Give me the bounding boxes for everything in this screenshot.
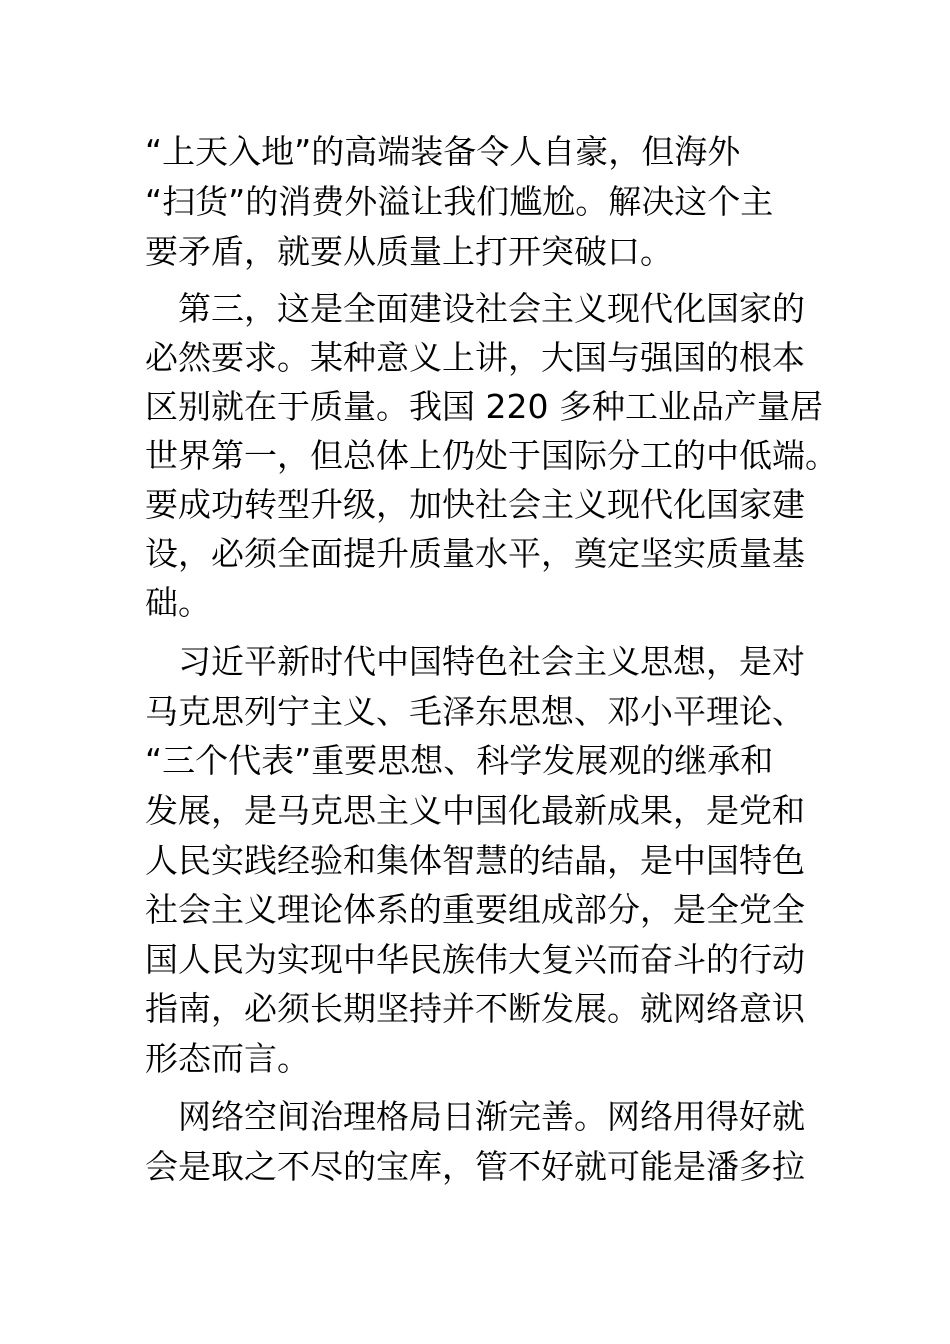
- text-line: 要成功转型升级，加快社会主义现代化国家建: [145, 485, 805, 524]
- text-line: 人民实践经验和集体智慧的结晶，是中国特色: [145, 841, 805, 880]
- text-line: 指南，必须长期坚持并不断发展。就网络意识: [145, 989, 805, 1028]
- text-line: 区别就在于质量。我国 220 多种工业品产量居: [145, 387, 823, 426]
- text-line: “三个代表”重要思想、科学发展观的继承和: [145, 741, 774, 780]
- text-line: “上天入地”的高端装备令人自豪，但海外: [145, 132, 741, 171]
- text-line: 形态而言。: [145, 1039, 310, 1078]
- text-line: 必然要求。某种意义上讲，大国与强国的根本: [145, 338, 805, 377]
- text-line: 础。: [145, 583, 211, 622]
- text-line: 世界第一，但总体上仍处于国际分工的中低端。: [145, 436, 838, 475]
- text-line: 第三，这是全面建设社会主义现代化国家的: [178, 289, 805, 328]
- text-line: 马克思列宁主义、毛泽东思想、邓小平理论、: [145, 692, 805, 731]
- text-line: 社会主义理论体系的重要组成部分，是全党全: [145, 890, 805, 929]
- text-line: 网络空间治理格局日渐完善。网络用得好就: [178, 1097, 805, 1136]
- text-line: 会是取之不尽的宝库，管不好就可能是潘多拉: [145, 1147, 805, 1186]
- text-line: 发展，是马克思主义中国化最新成果，是党和: [145, 791, 805, 830]
- text-line: 国人民为实现中华民族伟大复兴而奋斗的行动: [145, 940, 805, 979]
- text-line: 设，必须全面提升质量水平，奠定坚实质量基: [145, 534, 805, 573]
- text-line: 要矛盾，就要从质量上打开突破口。: [145, 232, 673, 271]
- text-line: “扫货”的消费外溢让我们尴尬。解决这个主: [145, 182, 774, 221]
- text-line: 习近平新时代中国特色社会主义思想，是对: [178, 642, 805, 681]
